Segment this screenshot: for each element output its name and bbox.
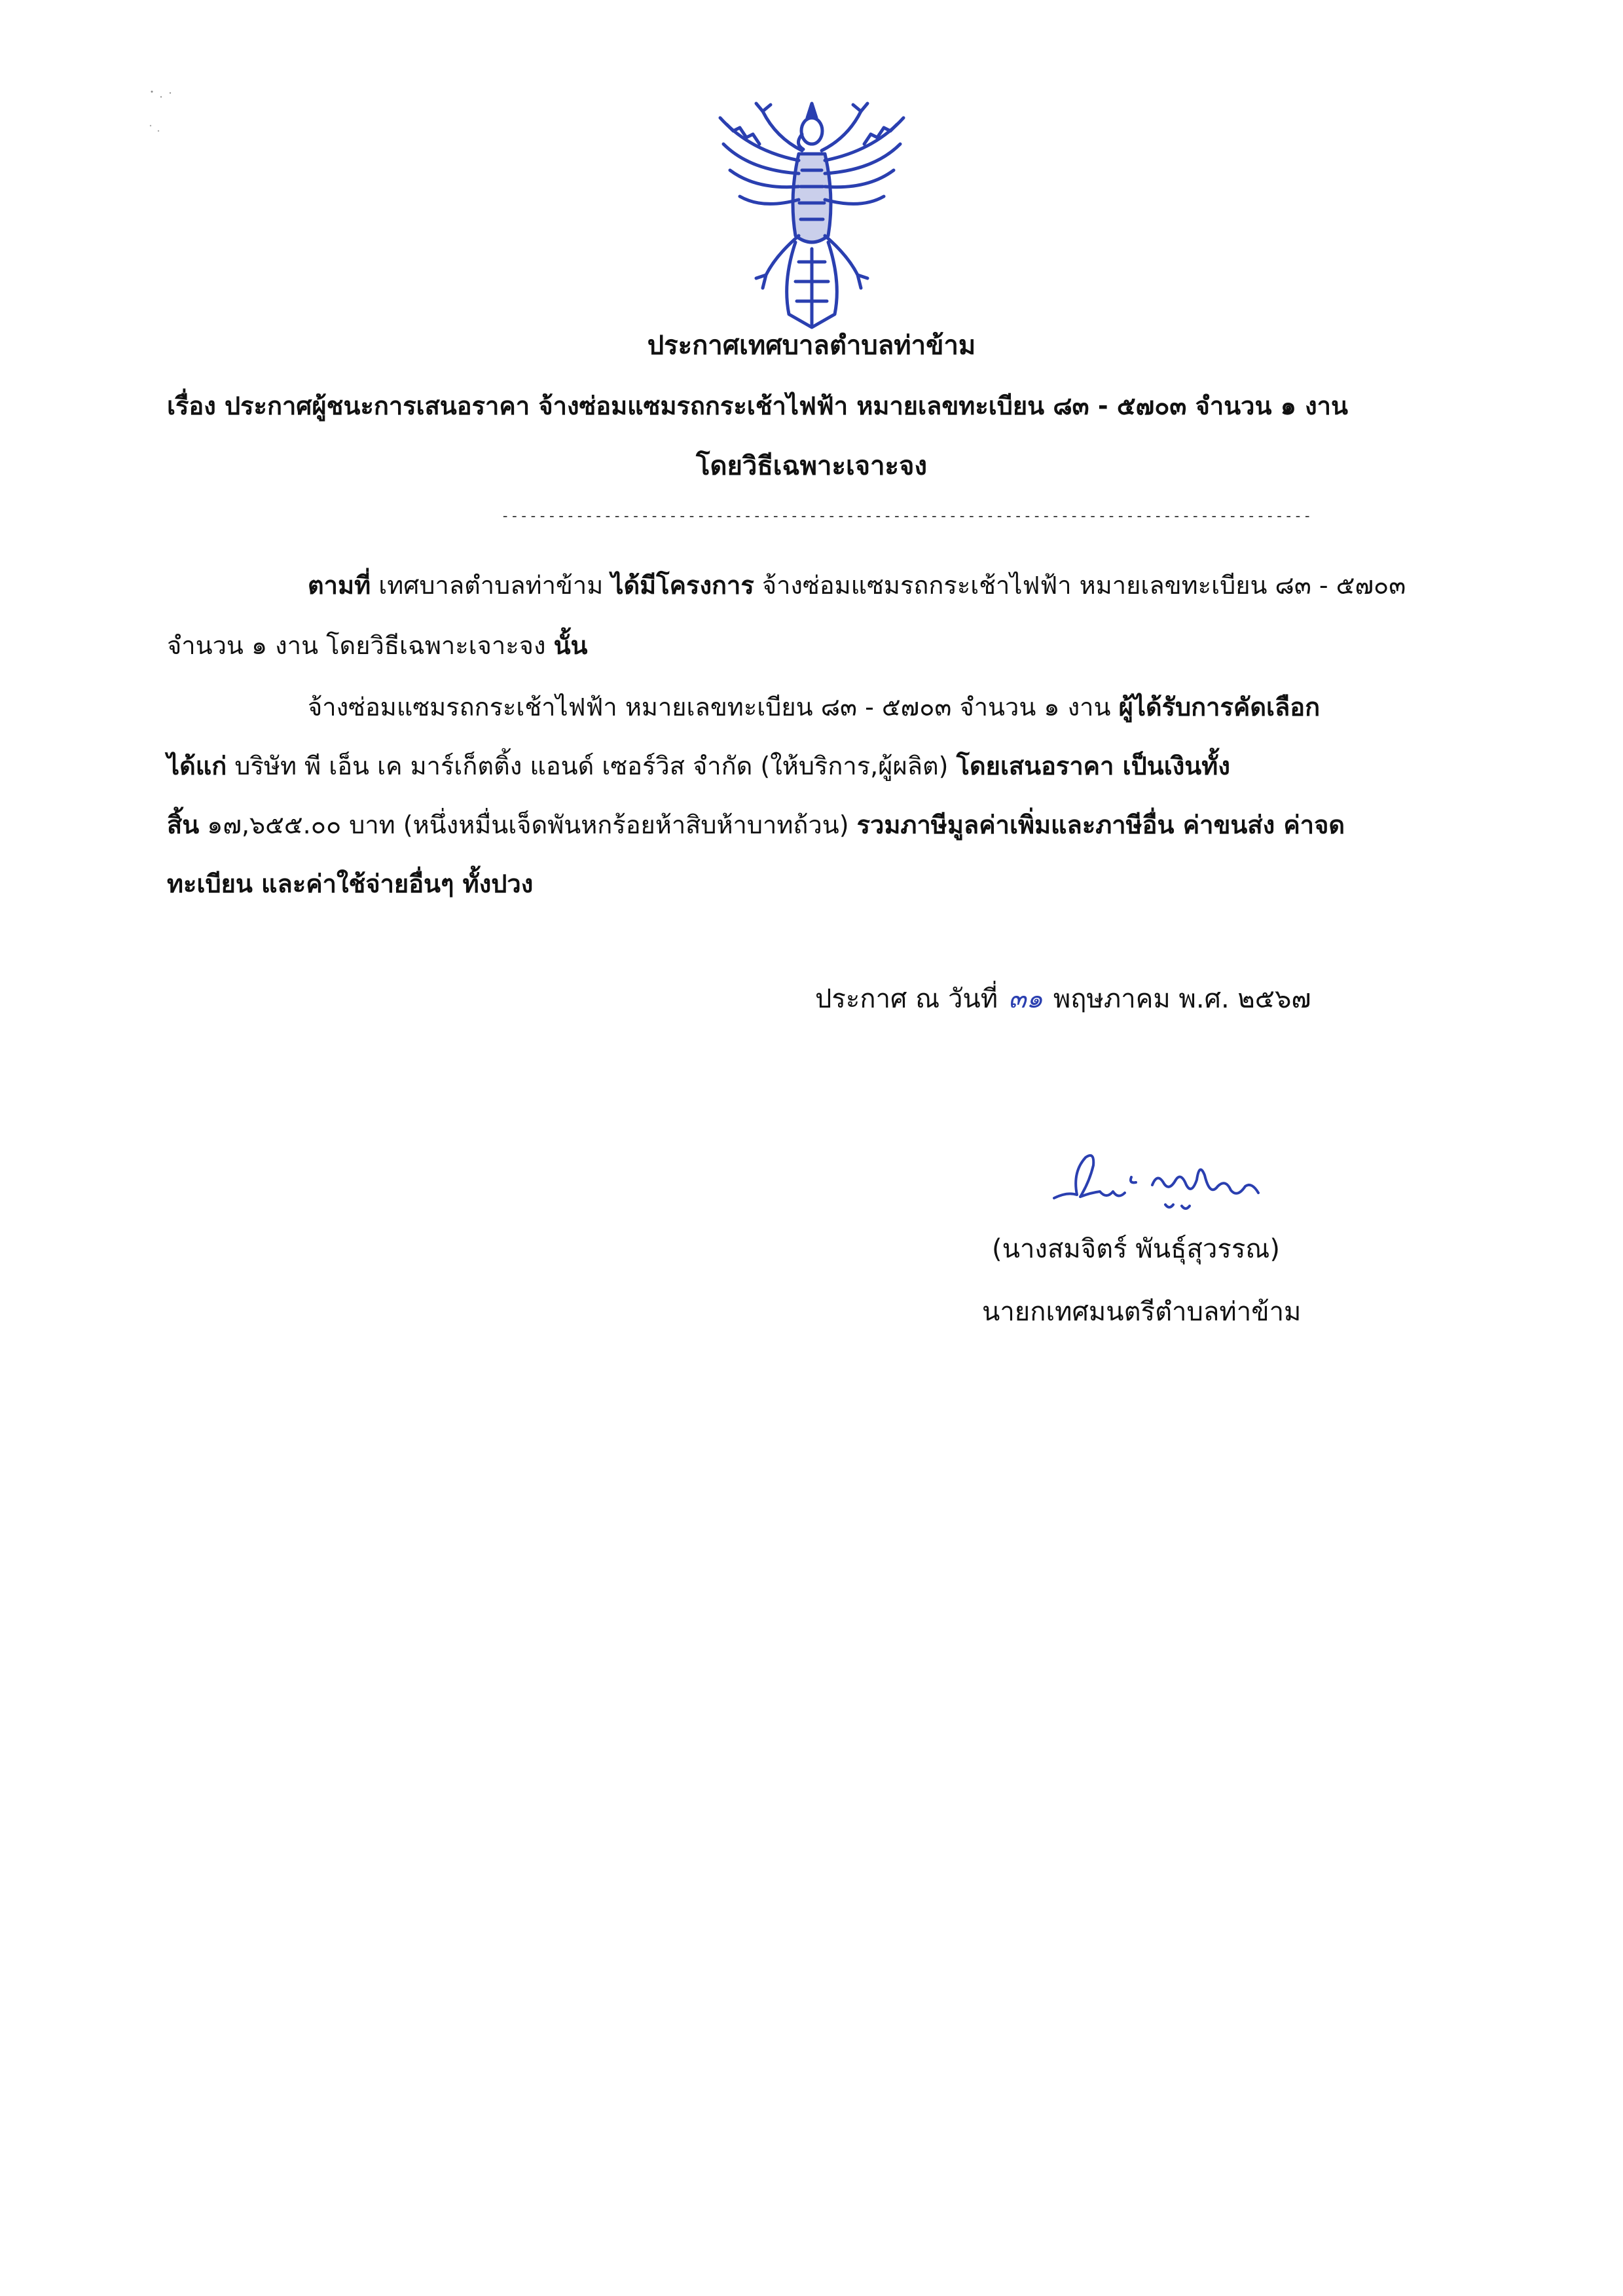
p2-amount: ๑๗,๖๕๕.๐๐ บาท (หนึ่งหมื่นเจ็ดพันหกร้อยห้าสิบห้าบาทถ้วน) — [199, 811, 857, 839]
subject-label: เรื่อง ประกาศผู้ชนะการเสนอราคา — [167, 392, 530, 420]
p2-line3-a: สิ้น — [167, 811, 200, 839]
p1-line2: จำนวน ๑ งาน โดยวิธีเฉพาะเจาะจง — [167, 631, 554, 660]
p2-selected: ผู้ได้รับการคัดเลือก — [1118, 693, 1321, 721]
date-rest: พฤษภาคม พ.ศ. ๒๕๖๗ — [1053, 984, 1311, 1014]
scan-speck-marks — [144, 85, 190, 137]
procurement-method: โดยวิธีเฉพาะเจาะจง — [695, 451, 928, 481]
signer-position: นายกเทศมนตรีตำบลท่าข้าม — [982, 1297, 1302, 1327]
paragraph-1-line-1 — [308, 567, 1406, 604]
p2-line1: จ้างซ่อมแซมรถกระเช้าไฟฟ้า หมายเลขทะเบียน ๘๓ - ๕๗๐๓ จำนวน ๑ งาน — [308, 693, 1119, 721]
p1-project: จ้างซ่อมแซมรถกระเช้าไฟฟ้า หมายเลขทะเบียน ๘๓ - ๕๗๐๓ — [754, 571, 1406, 600]
p1-has: ได้มีโครงการ — [611, 571, 754, 600]
p2-price-label: โดยเสนอราคา เป็นเงินทั้ง — [956, 752, 1230, 780]
paragraph-2-line-4: ทะเบียน และค่าใช้จ่ายอื่นๆ ทั้งปวง — [167, 869, 534, 898]
p2-tax: รวมภาษีมูลค่าเพิ่มและภาษีอื่น ค่าขนส่ง ค่าจด — [856, 811, 1345, 839]
announcement-date — [815, 981, 1311, 1017]
paragraph-2-line-1 — [308, 689, 1320, 725]
p2-winner-label: ได้แก่ — [167, 752, 227, 780]
garuda-emblem-icon — [710, 98, 913, 331]
p1-org: เทศบาลตำบลท่าข้าม — [371, 571, 611, 600]
announcement-title: ประกาศเทศบาลตำบลท่าข้าม — [647, 331, 976, 361]
date-prefix: ประกาศ ณ วันที่ — [815, 984, 998, 1014]
divider-line: --------------------------------------------------------------------------------------- — [501, 508, 1313, 524]
subject-text: จ้างซ่อมแซมรถกระเช้าไฟฟ้า หมายเลขทะเบียน ๘๓ - ๕๗๐๓ จำนวน ๑ งาน — [530, 392, 1348, 420]
paragraph-2-line-3 — [167, 807, 1345, 843]
paragraph-2-line-2 — [167, 748, 1230, 784]
p2-winner: บริษัท พี เอ็น เค มาร์เก็ตติ้ง แอนด์ เซอร์วิส จำกัด (ให้บริการ,ผู้ผลิต) — [227, 752, 957, 780]
handwritten-day: ๓๑ — [1008, 984, 1043, 1014]
handwritten-signature — [1041, 1146, 1277, 1218]
announcement-subject — [167, 388, 1470, 424]
p1-label: ตามที่ — [308, 571, 371, 600]
p1-end: นั้น — [553, 631, 588, 660]
paragraph-1-line-2 — [167, 627, 588, 664]
signer-name: (นางสมจิตร์ พันธุ์สุวรรณ) — [992, 1234, 1281, 1264]
